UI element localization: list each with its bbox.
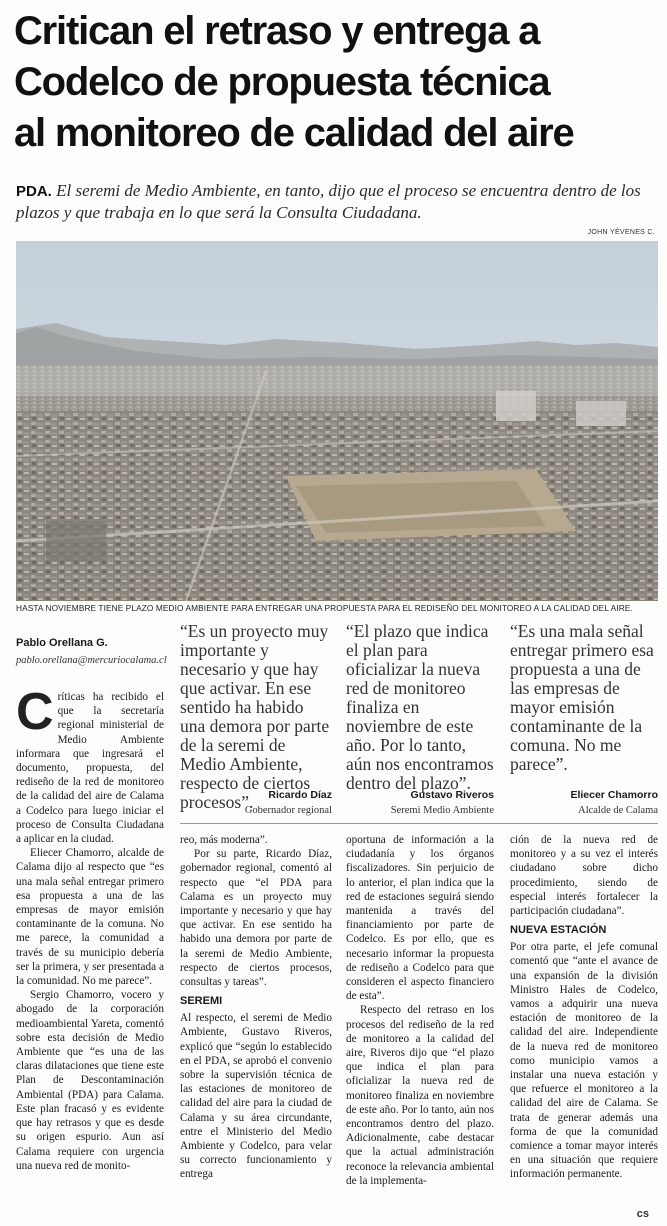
quote-role-riveros: Seremi Medio Ambiente bbox=[390, 805, 494, 816]
drop-cap: C bbox=[16, 690, 54, 741]
body-column-1 bbox=[16, 690, 164, 1216]
byline-email: pablo.orellana@mercuriocalama.cl bbox=[16, 655, 167, 666]
paragraph-continuation: reo, más moderna”. bbox=[180, 834, 268, 846]
paragraph-retraso: Respecto del retraso en los procesos del rediseño de la red de monitoreo a la calidad del aire, Riveros dijo que “el plazo que indica el plan para oficializar la nueva red de monitoreo finaliza en noviembre de este año. Por lo tanto, aún nos encontramos dentro del plazo. Adicionalmente, cabe destacar que la actual administración reconoce la relevancia ambiental de la implementa- bbox=[346, 1004, 494, 1187]
quote-role-chamorro: Alcalde de Calama bbox=[578, 805, 658, 816]
paragraph-yareta: Sergio Chamorro, vocero y abogado de la corporación medioambiental Yareta, comentó sobre esta decisión de Medio Ambiente que “es una de las claras dilataciones que tiene este Plan de Descontaminación Ambiental (PDA) para Calama. Este plan fracasó y es evidente que hay retrasos y que es desde su origen espurio. Aun así Calama requiere con urgencia una nueva red de monito- bbox=[16, 989, 164, 1172]
quote-name-diaz: Ricardo Díaz bbox=[268, 789, 332, 801]
quote-divider bbox=[180, 823, 658, 824]
headline bbox=[14, 6, 662, 159]
photo-caption: HASTA NOVIEMBRE TIENE PLAZO MEDIO AMBIENTE PARA ENTREGAR UNA PROPUESTA PARA EL REDISEÑO DEL MONITOREO A LA CALIDAD DEL AIRE. bbox=[16, 603, 633, 613]
paragraph-participacion: ción de la nueva red de monitoreo y a su vez el interés ciudadano sobre dicho procedimiento, siendo de especial interés fortalecer la participación ciudadana”. bbox=[510, 834, 658, 918]
body-column-2 bbox=[180, 833, 332, 1216]
quote-name-riveros: Gustavo Riveros bbox=[410, 789, 494, 801]
end-mark-icon: cs bbox=[636, 1208, 649, 1220]
subheading-seremi: SEREMI bbox=[180, 995, 223, 1008]
quote-name-chamorro: Eliecer Chamorro bbox=[570, 789, 658, 801]
subheading-nueva-estacion: NUEVA ESTACIÓN bbox=[510, 924, 607, 937]
aerial-city-photo bbox=[16, 241, 658, 601]
body-column-3 bbox=[346, 833, 494, 1216]
body-column-4 bbox=[510, 833, 658, 1216]
deck-kicker: PDA. bbox=[16, 183, 52, 200]
pull-quote-diaz: “Es un proyecto muy importante y necesario y que hay que activar. En ese sentido ha habido una demora por parte de la seremi de Medio Ambiente, respecto de ciertos procesos”. bbox=[180, 621, 330, 812]
headline-line-2: Codelco de propuesta técnica bbox=[14, 60, 550, 104]
paragraph-nueva-estacion: Por otra parte, el jefe comunal comentó que “ante el avance de una expansión de la división Ministro Hales de Codelco, vamos a adquirir una nueva estación de monitoreo de la calidad del aire. Independiente de la nueva red de monitoreo como municipio vamos a instalar una nueva estación y que refuerce el monitoreo a la calidad del aire de Calama. Se trata de generar además una forma de que la comunidad comience a tomar mayor interés en una situación que requiere información permanente. bbox=[510, 941, 658, 1181]
photo-credit: JOHN YÉVENES C. bbox=[587, 229, 655, 236]
paragraph-codelco: oportuna de información a la ciudadanía y los órganos fiscalizadores. Sin perjuicio de lo anterior, el plan indica que la red de estaciones seguirá siendo mantenida a través del financiamiento por parte de Codelco. Es por ello, que es necesario informar la propuesta de rediseño a Codelco para que consideren el aspecto financiero de esta”. bbox=[346, 834, 494, 1003]
paragraph-seremi: Al respecto, el seremi de Medio Ambiente, Gustavo Riveros, explicó que “según lo establecido en el PDA, se aprobó el convenio sobre la supervisión técnica de las estaciones de monitoreo de calidad del aire para la ciudad de Calama y su área circundante, entre el Ministerio del Medio Ambiente y Codelco, para velar su correcto funcionamiento y entrega bbox=[180, 1012, 332, 1181]
paragraph-chamorro: Eliecer Chamorro, alcalde de Calama dijo al respecto que “es una mala señal entregar primero esa propuesta a una de las empresas de mayor emisión contaminante de la comuna. No me parece, la comunidad a través de su municipio debería ser la primera, y ser presentada a la comunidad. No me parece”. bbox=[16, 847, 164, 988]
paragraph-intro-text: ríticas ha recibido el que la secretaría regional ministerial de Medio Ambiente informara que ingresará el documento, propuesta, del rediseño de la red de monitoreo de la calidad del aire de Calama a Codelco para luego iniciar el proceso de Consulta Ciudadana a aplicar en la ciudad. bbox=[16, 691, 164, 846]
quote-role-diaz: Gobernador regional bbox=[244, 805, 332, 816]
deck-text: El seremi de Medio Ambiente, en tanto, dijo que el proceso se encuentra dentro de los plazos y que trabaja en lo que será la Consulta Ciudadana. bbox=[16, 181, 641, 222]
byline-author: Pablo Orellana G. bbox=[16, 637, 108, 649]
headline-line-1: Critican el retraso y entrega a bbox=[14, 9, 540, 53]
pull-quote-riveros: “El plazo que indica el plan para oficializar la nueva red de monitoreo finaliza en noviembre de este año. Por lo tanto, aún nos encontramos dentro del plazo”. bbox=[346, 621, 494, 793]
paragraph-diaz: Por su parte, Ricardo Díaz, gobernador regional, comentó al respecto que “el PDA para Calama es un proyecto muy importante y necesario y que hay que activar. En ese sentido ha habido una demora por parte de la seremi de Medio Ambiente, respecto de ciertos procesos, consultas y tareas”. bbox=[180, 848, 332, 989]
deck bbox=[16, 180, 656, 223]
paragraph-intro bbox=[16, 690, 164, 846]
pull-quote-chamorro: “Es una mala señal entregar primero esa propuesta a una de las empresas de mayor emisión contaminante de la comuna. No me parece”. bbox=[510, 621, 654, 774]
headline-line-3: al monitoreo de calidad del aire bbox=[14, 111, 574, 155]
aerial-city-illustration bbox=[16, 241, 658, 601]
